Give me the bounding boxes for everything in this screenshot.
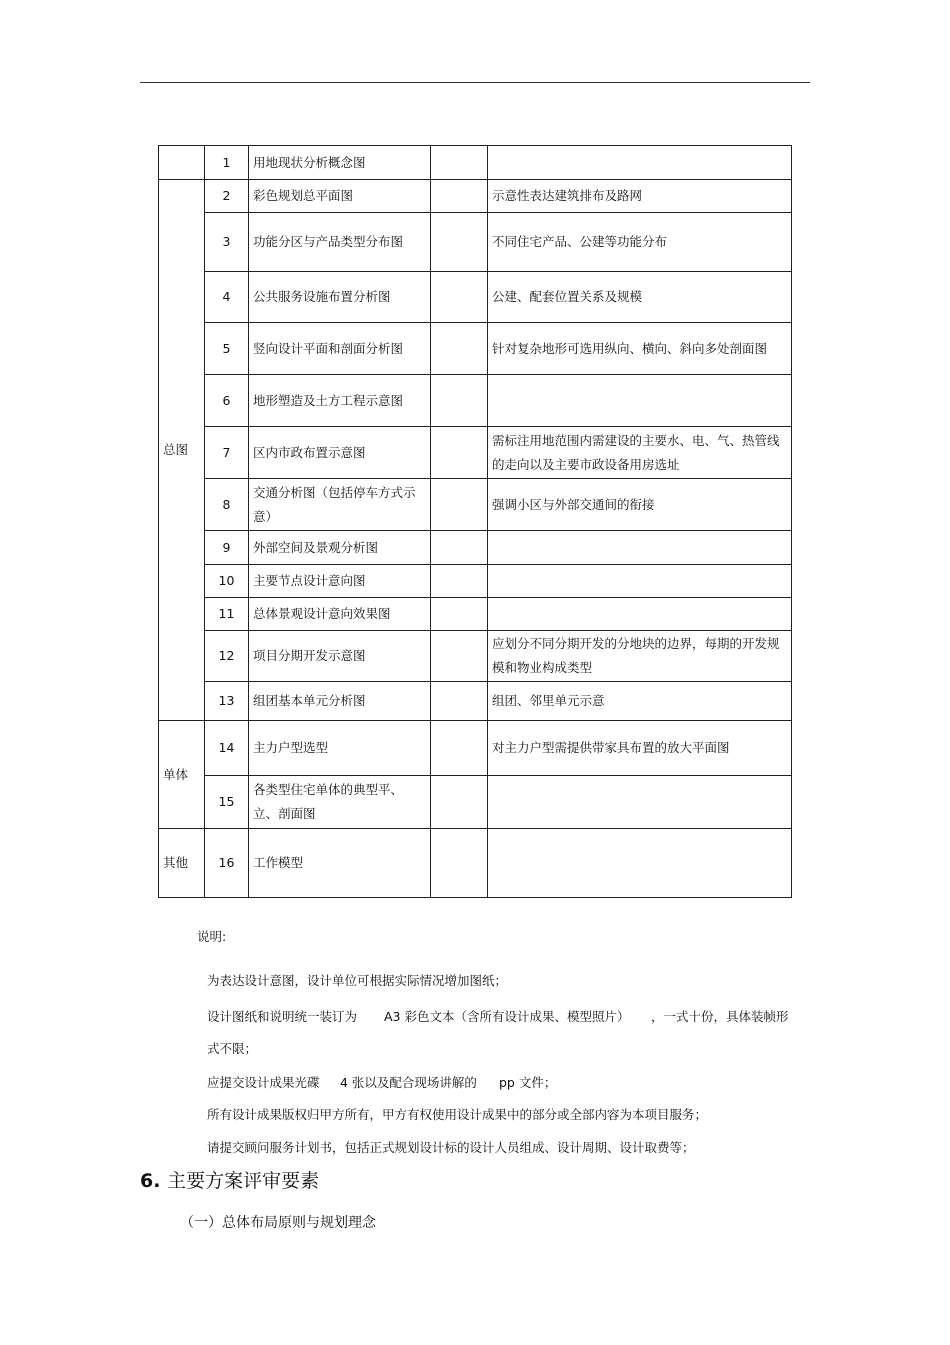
blank-cell (431, 323, 488, 375)
row-number: 8 (205, 479, 249, 531)
drawing-desc (488, 146, 792, 180)
drawing-name: 组团基本单元分析图 (249, 682, 431, 721)
table-row (159, 323, 792, 375)
drawing-name: 功能分区与产品类型分布图 (249, 213, 431, 272)
blank-cell (431, 375, 488, 427)
blank-cell (431, 427, 488, 479)
drawing-name: 主力户型选型 (249, 721, 431, 776)
note-line: 所有设计成果版权归甲方所有，甲方有权使用设计成果中的部分或全部内容为本项目服务； (207, 1107, 708, 1122)
note-line: pp 文件； (499, 1075, 557, 1090)
blank-cell (431, 721, 488, 776)
drawing-name: 工作模型 (249, 829, 431, 898)
category-unit: 单体 (159, 721, 205, 829)
drawing-desc (488, 776, 792, 829)
table-row (159, 598, 792, 631)
drawing-list-table (158, 145, 792, 898)
drawing-name: 用地现状分析概念图 (249, 146, 431, 180)
table-row (159, 272, 792, 323)
note-line: A3 彩色文本（含所有设计成果、模型照片） (384, 1009, 630, 1024)
drawing-name: 彩色规划总平面图 (249, 180, 431, 213)
drawing-desc: 示意性表达建筑排布及路网 (488, 180, 792, 213)
drawing-desc: 需标注用地范围内需建设的主要水、电、气、热管线的走向以及主要市政设备用房选址 (488, 427, 792, 479)
notes-title: 说明: (197, 929, 227, 944)
category-other: 其他 (159, 829, 205, 898)
drawing-desc: 公建、配套位置关系及规模 (488, 272, 792, 323)
note-line: 式不限； (207, 1041, 258, 1056)
header-rule (140, 82, 810, 83)
drawing-name: 主要节点设计意向图 (249, 565, 431, 598)
drawing-desc: 组团、邻里单元示意 (488, 682, 792, 721)
row-number: 14 (205, 721, 249, 776)
drawing-desc: 应划分不同分期开发的分地块的边界，每期的开发规模和物业构成类型 (488, 631, 792, 682)
table-row (159, 180, 792, 213)
table-row (159, 146, 792, 180)
blank-cell (431, 531, 488, 565)
table-row (159, 531, 792, 565)
row-number: 16 (205, 829, 249, 898)
drawing-desc (488, 598, 792, 631)
table-row (159, 565, 792, 598)
drawing-desc (488, 375, 792, 427)
subsection-heading: （一）总体布局原则与规划理念 (180, 1215, 376, 1231)
category-general: 总图 (159, 180, 205, 721)
blank-cell (431, 565, 488, 598)
table-row (159, 721, 792, 776)
section-number: 6. (140, 1170, 161, 1192)
note-line: 4 张以及配合现场讲解的 (340, 1075, 477, 1090)
table-row (159, 427, 792, 479)
note-line: 应提交设计成果光碟 (207, 1075, 320, 1090)
row-number: 3 (205, 213, 249, 272)
blank-cell (431, 180, 488, 213)
section-title: 主要方案评审要素 (167, 1170, 320, 1192)
table-row (159, 776, 792, 829)
blank-cell (431, 776, 488, 829)
drawing-desc: 对主力户型需提供带家具布置的放大平面图 (488, 721, 792, 776)
note-line: 为表达设计意图，设计单位可根据实际情况增加图纸； (207, 973, 508, 988)
blank-cell (431, 213, 488, 272)
blank-cell (431, 682, 488, 721)
row-number: 10 (205, 565, 249, 598)
drawing-name: 竖向设计平面和剖面分析图 (249, 323, 431, 375)
drawing-name: 外部空间及景观分析图 (249, 531, 431, 565)
table-row (159, 375, 792, 427)
blank-cell (431, 146, 488, 180)
row-number: 15 (205, 776, 249, 829)
drawing-desc: 强调小区与外部交通间的衔接 (488, 479, 792, 531)
row-number: 7 (205, 427, 249, 479)
note-line: 设计图纸和说明统一装订为 (207, 1009, 358, 1024)
drawing-desc (488, 531, 792, 565)
drawing-desc (488, 565, 792, 598)
drawing-name: 总体景观设计意向效果图 (249, 598, 431, 631)
note-line: ，一式十份，具体装帧形 (651, 1009, 789, 1024)
table-row (159, 213, 792, 272)
drawing-name: 各类型住宅单体的典型平、立、剖面图 (249, 776, 431, 829)
row-number: 13 (205, 682, 249, 721)
drawing-desc: 针对复杂地形可选用纵向、横向、斜向多处剖面图 (488, 323, 792, 375)
table-row (159, 631, 792, 682)
row-number: 1 (205, 146, 249, 180)
note-line: 请提交顾问服务计划书，包括正式规划设计标的设计人员组成、设计周期、设计取费等； (207, 1140, 695, 1155)
row-number: 12 (205, 631, 249, 682)
table-row (159, 829, 792, 898)
row-number: 5 (205, 323, 249, 375)
blank-cell (431, 829, 488, 898)
blank-cell (431, 272, 488, 323)
category-cell-empty (159, 146, 205, 180)
row-number: 11 (205, 598, 249, 631)
row-number: 9 (205, 531, 249, 565)
row-number: 4 (205, 272, 249, 323)
row-number: 2 (205, 180, 249, 213)
table-row (159, 479, 792, 531)
drawing-desc: 不同住宅产品、公建等功能分布 (488, 213, 792, 272)
drawing-name: 项目分期开发示意图 (249, 631, 431, 682)
drawing-name: 交通分析图（包括停车方式示意） (249, 479, 431, 531)
section-heading (140, 1166, 319, 1193)
row-number: 6 (205, 375, 249, 427)
drawing-desc (488, 829, 792, 898)
table-row (159, 682, 792, 721)
drawing-name: 区内市政布置示意图 (249, 427, 431, 479)
drawing-name: 公共服务设施布置分析图 (249, 272, 431, 323)
blank-cell (431, 598, 488, 631)
blank-cell (431, 479, 488, 531)
blank-cell (431, 631, 488, 682)
drawing-name: 地形塑造及土方工程示意图 (249, 375, 431, 427)
